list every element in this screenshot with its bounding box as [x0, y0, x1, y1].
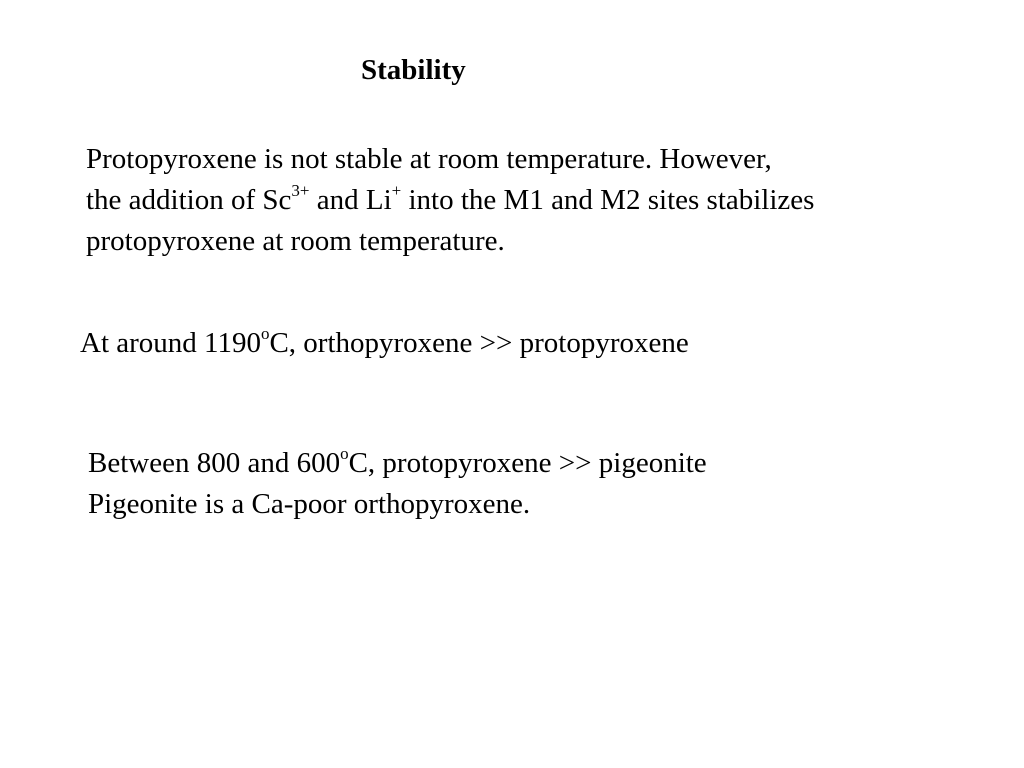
text-segment: the addition of Sc	[86, 184, 292, 216]
paragraph-pigeonite	[88, 443, 707, 525]
text-segment: C, orthopyroxene >> protopyroxene	[269, 327, 689, 359]
text-segment: C, protopyroxene >> pigeonite	[348, 447, 707, 479]
superscript: +	[391, 181, 402, 201]
paragraph-line	[86, 180, 814, 221]
paragraph-line	[80, 323, 689, 364]
paragraph-line: Protopyroxene is not stable at room temperature. However,	[86, 143, 772, 175]
text-segment: into the M1 and M2 sites stabilizes	[401, 184, 815, 216]
paragraph-stability	[86, 139, 814, 262]
superscript: o	[260, 324, 270, 344]
text-segment: Between 800 and 600	[88, 447, 341, 479]
slide-title: Stability	[361, 54, 466, 86]
superscript: o	[340, 444, 349, 464]
paragraph-1190c	[80, 323, 689, 364]
superscript: 3+	[291, 181, 310, 201]
text-segment: At around 1190	[80, 327, 261, 359]
paragraph-line	[88, 443, 707, 484]
paragraph-line: protopyroxene at room temperature.	[86, 225, 505, 257]
text-segment: and Li	[309, 184, 392, 216]
paragraph-line: Pigeonite is a Ca-poor orthopyroxene.	[88, 488, 531, 520]
